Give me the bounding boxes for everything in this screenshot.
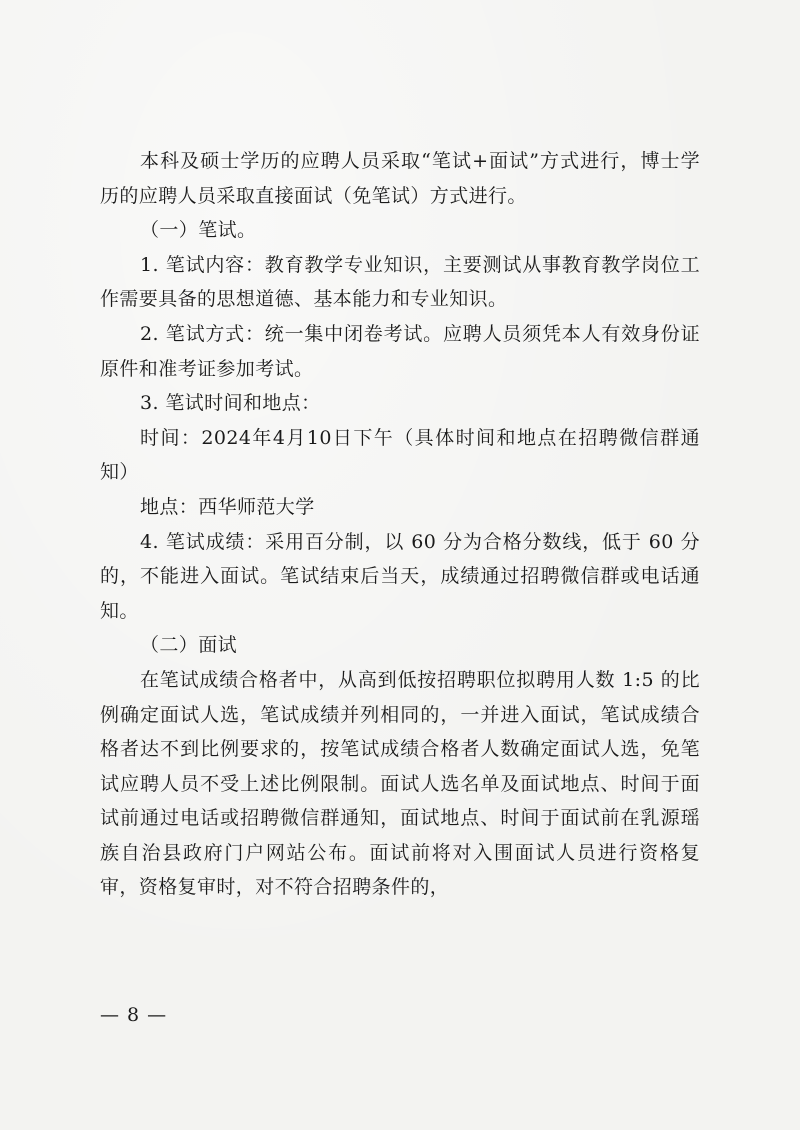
paragraph-exam-location: 地点：西华师范大学	[140, 495, 315, 518]
page-number: — 8 —	[100, 1004, 168, 1026]
paragraph-exam-content: 1. 笔试内容：教育教学专业知识，主要测试从事教育教学岗位工作需要具备的思想道德、基本能力和专业知识。	[100, 253, 700, 311]
section-heading-interview: （二）面试	[140, 634, 238, 657]
paragraph-exam-score: 4. 笔试成绩：采用百分制，以 60 分为合格分数线，低于 60 分的，不能进入面试。笔试结束后当天，成绩通过招聘微信群或电话通知。	[100, 530, 700, 622]
paragraph-interview: 在笔试成绩合格者中，从高到低按招聘职位拟聘用人数 1:5 的比例确定面试人选，笔试成绩并列相同的，一并进入面试，笔试成绩合格者达不到比例要求的，按笔试成绩合格者人数确定面试人选，免笔试应聘人员不受上述比例限制。面试人选名单及面试地点、时间于面试前通过电话或招聘微信群通知，面试地点、时间于面试前在乳源瑶族自治县政府门户网站公布。面试前将对入围面试人员进行资格复审，资格复审时，对不符合招聘条件的，	[100, 668, 700, 899]
document-body	[100, 144, 700, 905]
paragraph-intro: 本科及硕士学历的应聘人员采取“笔试+面试”方式进行，博士学历的应聘人员采取直接面试（免笔试）方式进行。	[100, 150, 700, 207]
paragraph-exam-time: 时间：2024年4月10日下午（具体时间和地点在招聘微信群通知）	[100, 426, 700, 484]
paragraph-exam-time-place: 3. 笔试时间和地点：	[140, 392, 321, 415]
paragraph-exam-method: 2. 笔试方式：统一集中闭卷考试。应聘人员须凭本人有效身份证原件和准考证参加考试。	[100, 322, 700, 380]
section-heading-written-exam: （一）笔试。	[140, 219, 257, 242]
